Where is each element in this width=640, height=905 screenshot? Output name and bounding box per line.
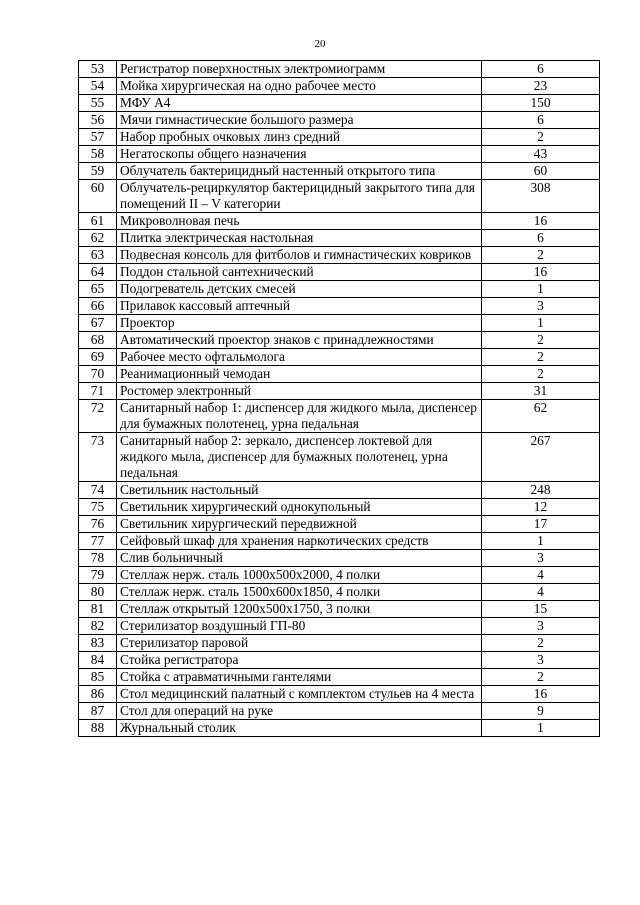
item-quantity: 4 — [482, 567, 600, 584]
table-row — [79, 349, 600, 366]
table-row — [79, 383, 600, 400]
item-quantity: 31 — [482, 383, 600, 400]
item-quantity: 9 — [482, 703, 600, 720]
table-row — [79, 129, 600, 146]
item-quantity: 16 — [482, 213, 600, 230]
table-row — [79, 400, 600, 433]
row-number: 57 — [79, 129, 117, 146]
table-row — [79, 213, 600, 230]
table-row — [79, 686, 600, 703]
row-number: 80 — [79, 584, 117, 601]
row-number: 77 — [79, 533, 117, 550]
item-name: Стойка с атравматичными гантелями — [117, 669, 482, 686]
item-name: Реанимационный чемодан — [117, 366, 482, 383]
item-name: Мойка хирургическая на одно рабочее место — [117, 78, 482, 95]
row-number: 74 — [79, 482, 117, 499]
item-quantity: 12 — [482, 499, 600, 516]
item-name: Сейфовый шкаф для хранения наркотических средств — [117, 533, 482, 550]
table-row — [79, 533, 600, 550]
item-quantity: 6 — [482, 230, 600, 247]
item-quantity: 4 — [482, 584, 600, 601]
row-number: 87 — [79, 703, 117, 720]
table-row — [79, 433, 600, 482]
item-name: Светильник настольный — [117, 482, 482, 499]
row-number: 67 — [79, 315, 117, 332]
item-name: Прилавок кассовый аптечный — [117, 298, 482, 315]
row-number: 61 — [79, 213, 117, 230]
item-name: Микроволновая печь — [117, 213, 482, 230]
item-quantity: 267 — [482, 433, 600, 482]
item-quantity: 6 — [482, 112, 600, 129]
item-quantity: 2 — [482, 332, 600, 349]
table-row — [79, 298, 600, 315]
page-number: 20 — [314, 38, 326, 50]
item-name: Проектор — [117, 315, 482, 332]
row-number: 62 — [79, 230, 117, 247]
item-quantity: 3 — [482, 550, 600, 567]
item-quantity: 1 — [482, 533, 600, 550]
item-name: Светильник хирургический передвижной — [117, 516, 482, 533]
item-quantity: 308 — [482, 180, 600, 213]
item-quantity: 2 — [482, 349, 600, 366]
item-name: Стеллаж открытый 1200х500х1750, 3 полки — [117, 601, 482, 618]
item-name: Мячи гимнастические большого размера — [117, 112, 482, 129]
item-name: Слив больничный — [117, 550, 482, 567]
row-number: 75 — [79, 499, 117, 516]
row-number: 71 — [79, 383, 117, 400]
row-number: 64 — [79, 264, 117, 281]
row-number: 66 — [79, 298, 117, 315]
row-number: 78 — [79, 550, 117, 567]
table-row — [79, 78, 600, 95]
item-quantity: 2 — [482, 366, 600, 383]
table-row — [79, 618, 600, 635]
item-quantity: 17 — [482, 516, 600, 533]
row-number: 85 — [79, 669, 117, 686]
item-quantity: 60 — [482, 163, 600, 180]
row-number: 65 — [79, 281, 117, 298]
table-row — [79, 247, 600, 264]
item-name: Стол медицинский палатный с комплектом стульев на 4 места — [117, 686, 482, 703]
row-number: 54 — [79, 78, 117, 95]
item-name: Рабочее место офтальмолога — [117, 349, 482, 366]
item-name: Плитка электрическая настольная — [117, 230, 482, 247]
row-number: 79 — [79, 567, 117, 584]
table-row — [79, 230, 600, 247]
equipment-table — [78, 60, 600, 737]
item-name: Стол для операций на руке — [117, 703, 482, 720]
item-quantity: 43 — [482, 146, 600, 163]
item-name: Светильник хирургический однокупольный — [117, 499, 482, 516]
table-row — [79, 180, 600, 213]
row-number: 58 — [79, 146, 117, 163]
item-name: Стерилизатор паровой — [117, 635, 482, 652]
item-name: Облучатель бактерицидный настенный открытого типа — [117, 163, 482, 180]
item-name: Стеллаж нерж. сталь 1500х600х1850, 4 полки — [117, 584, 482, 601]
item-quantity: 3 — [482, 618, 600, 635]
item-name: Стеллаж нерж. сталь 1000х500х2000, 4 полки — [117, 567, 482, 584]
item-quantity: 23 — [482, 78, 600, 95]
table-row — [79, 61, 600, 78]
row-number: 81 — [79, 601, 117, 618]
table-row — [79, 264, 600, 281]
item-quantity: 248 — [482, 482, 600, 499]
item-name: Санитарный набор 2: зеркало, диспенсер локтевой для жидкого мыла, диспенсер для бумажных полотенец, урна педальная — [117, 433, 482, 482]
equipment-table-body — [79, 61, 600, 737]
row-number: 76 — [79, 516, 117, 533]
row-number: 72 — [79, 400, 117, 433]
table-row — [79, 315, 600, 332]
item-name: МФУ А4 — [117, 95, 482, 112]
row-number: 59 — [79, 163, 117, 180]
item-name: Негатоскопы общего назначения — [117, 146, 482, 163]
table-row — [79, 567, 600, 584]
row-number: 68 — [79, 332, 117, 349]
row-number: 63 — [79, 247, 117, 264]
table-row — [79, 146, 600, 163]
item-quantity: 15 — [482, 601, 600, 618]
table-row — [79, 366, 600, 383]
table-row — [79, 703, 600, 720]
item-name: Облучатель-рециркулятор бактерицидный закрытого типа для помещений II – V категории — [117, 180, 482, 213]
item-quantity: 16 — [482, 264, 600, 281]
item-quantity: 62 — [482, 400, 600, 433]
item-quantity: 3 — [482, 298, 600, 315]
row-number: 55 — [79, 95, 117, 112]
item-name: Санитарный набор 1: диспенсер для жидкого мыла, диспенсер для бумажных полотенец, урна педальная — [117, 400, 482, 433]
table-row — [79, 281, 600, 298]
table-row — [79, 652, 600, 669]
table-row — [79, 499, 600, 516]
table-row — [79, 669, 600, 686]
item-name: Журнальный столик — [117, 720, 482, 737]
item-quantity: 1 — [482, 720, 600, 737]
table-row — [79, 163, 600, 180]
item-name: Регистратор поверхностных электромиограмм — [117, 61, 482, 78]
row-number: 60 — [79, 180, 117, 213]
item-name: Подогреватель детских смесей — [117, 281, 482, 298]
item-quantity: 6 — [482, 61, 600, 78]
table-row — [79, 516, 600, 533]
item-quantity: 16 — [482, 686, 600, 703]
row-number: 56 — [79, 112, 117, 129]
table-row — [79, 601, 600, 618]
item-quantity: 3 — [482, 652, 600, 669]
row-number: 73 — [79, 433, 117, 482]
item-name: Автоматический проектор знаков с принадлежностями — [117, 332, 482, 349]
table-row — [79, 550, 600, 567]
item-quantity: 2 — [482, 635, 600, 652]
item-name: Ростомер электронный — [117, 383, 482, 400]
item-quantity: 2 — [482, 247, 600, 264]
table-row — [79, 482, 600, 499]
item-quantity: 2 — [482, 129, 600, 146]
item-name: Стерилизатор воздушный ГП-80 — [117, 618, 482, 635]
item-name: Поддон стальной сантехнический — [117, 264, 482, 281]
row-number: 53 — [79, 61, 117, 78]
item-quantity: 1 — [482, 281, 600, 298]
item-name: Набор пробных очковых линз средний — [117, 129, 482, 146]
item-quantity: 1 — [482, 315, 600, 332]
row-number: 82 — [79, 618, 117, 635]
row-number: 88 — [79, 720, 117, 737]
table-row — [79, 720, 600, 737]
item-quantity: 150 — [482, 95, 600, 112]
table-row — [79, 635, 600, 652]
table-row — [79, 112, 600, 129]
table-row — [79, 584, 600, 601]
row-number: 84 — [79, 652, 117, 669]
row-number: 86 — [79, 686, 117, 703]
table-row — [79, 332, 600, 349]
table-row — [79, 95, 600, 112]
item-name: Подвесная консоль для фитболов и гимнастических ковриков — [117, 247, 482, 264]
item-quantity: 2 — [482, 669, 600, 686]
item-name: Стойка регистратора — [117, 652, 482, 669]
row-number: 83 — [79, 635, 117, 652]
row-number: 70 — [79, 366, 117, 383]
row-number: 69 — [79, 349, 117, 366]
